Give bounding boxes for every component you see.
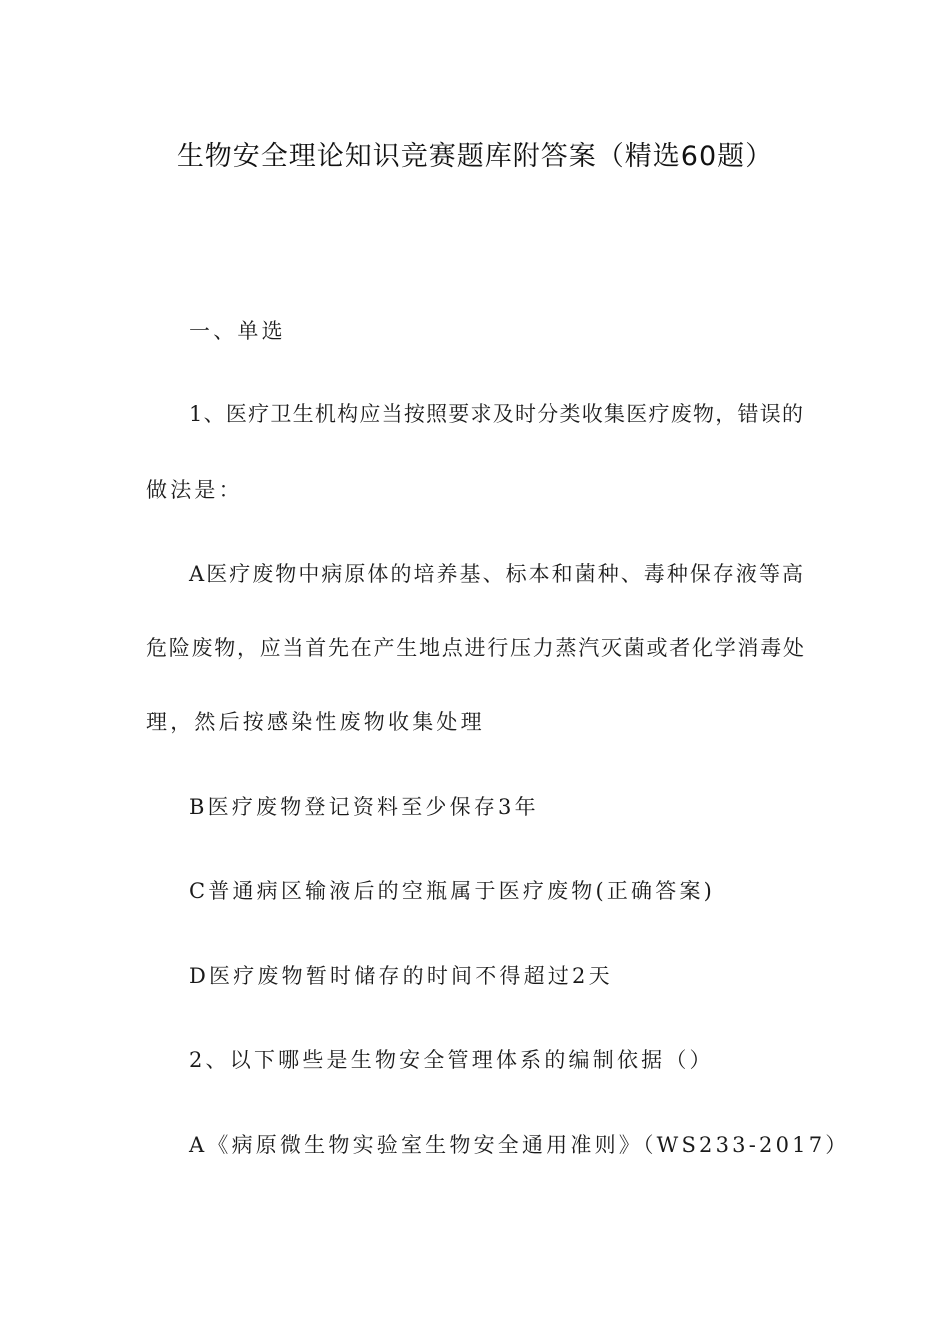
question-1-option-d: D医疗废物暂时储存的时间不得超过2天 bbox=[189, 964, 613, 988]
question-1-stem-line-1: 1、医疗卫生机构应当按照要求及时分类收集医疗废物，错误的 bbox=[189, 402, 803, 426]
question-1-option-a-line-3: 理，然后按感染性废物收集处理 bbox=[146, 710, 485, 734]
question-1-option-c: C普通病区输液后的空瓶属于医疗废物(正确答案) bbox=[189, 879, 716, 903]
question-1-stem-line-2: 做法是： bbox=[146, 478, 243, 502]
question-1-option-a-line-1: A医疗废物中病原体的培养基、标本和菌种、毒种保存液等高 bbox=[189, 562, 803, 586]
section-heading: 一、单选 bbox=[189, 319, 286, 343]
question-1-option-a-line-2: 危险废物，应当首先在产生地点进行压力蒸汽灭菌或者化学消毒处 bbox=[146, 636, 804, 660]
question-2-stem: 2、以下哪些是生物安全管理体系的编制依据（） bbox=[189, 1048, 714, 1072]
question-2-option-a: A《病原微生物实验室生物安全通用准则》（WS233-2017） bbox=[189, 1133, 850, 1157]
question-1-option-b: B医疗废物登记资料至少保存3年 bbox=[189, 795, 539, 819]
page-title: 生物安全理论知识竞赛题库附答案（精选60题） bbox=[176, 141, 774, 172]
